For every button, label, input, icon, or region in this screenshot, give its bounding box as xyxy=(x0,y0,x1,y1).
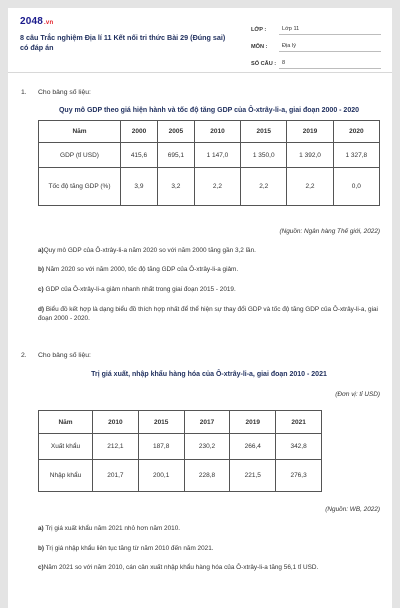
table-header-row xyxy=(39,411,322,434)
table-row xyxy=(39,143,380,168)
table-cell: 2,2 xyxy=(241,168,287,206)
table-cell: 342,8 xyxy=(276,434,322,460)
statement-key: b) xyxy=(38,545,45,552)
table-cell: 266,4 xyxy=(230,434,276,460)
table-header-cell: 2005 xyxy=(157,121,194,143)
table-row-label: Nhập khẩu xyxy=(39,460,93,492)
table-row-label: Tốc độ tăng GDP (%) xyxy=(39,168,121,206)
logo-text: 2048 xyxy=(20,16,44,27)
table-header-cell: 2000 xyxy=(121,121,158,143)
table-cell: 221,5 xyxy=(230,460,276,492)
meta-row-class xyxy=(251,18,381,35)
table-row xyxy=(39,168,380,206)
table-cell: 228,8 xyxy=(184,460,230,492)
table-header-cell: 2015 xyxy=(241,121,287,143)
table-header-cell: 2019 xyxy=(230,411,276,434)
question-2-number: 2. xyxy=(21,352,27,359)
meta-row-subject xyxy=(251,35,381,52)
question-1-number: 1. xyxy=(21,89,27,96)
table-header-cell: 2020 xyxy=(333,121,379,143)
statement-key: d) xyxy=(38,306,45,313)
table-cell: 200,1 xyxy=(138,460,184,492)
question-2-intro: Cho bảng số liệu: xyxy=(38,352,91,359)
document-page xyxy=(8,8,392,608)
question-1-statement-d xyxy=(38,305,382,323)
question-2-unit: (Đơn vị: tỉ USD) xyxy=(335,391,380,398)
table-row-label: Xuất khẩu xyxy=(39,434,93,460)
table-header-cell: 2010 xyxy=(194,121,240,143)
table-cell: 3,2 xyxy=(157,168,194,206)
question-2-source: (Nguồn: WB, 2022) xyxy=(325,506,380,513)
meta-value: Lớp 11 xyxy=(279,26,381,35)
header-divider xyxy=(8,72,392,73)
table-cell: 2,2 xyxy=(194,168,240,206)
statement-text: Năm 2021 so với năm 2010, cán cân xuất nhập khẩu hàng hóa của Ô-xtrây-li-a tăng 56,1 tỉ USD. xyxy=(43,564,319,571)
table-cell: 695,1 xyxy=(157,143,194,168)
question-1-statement-a xyxy=(38,246,382,255)
document-title: 8 câu Trắc nghiệm Địa lí 11 Kết nối tri thức Bài 29 (Đúng sai) có đáp án xyxy=(20,33,226,52)
statement-text: Trị giá xuất khẩu năm 2021 nhỏ hơn năm 2010. xyxy=(45,525,181,532)
meta-label: MÔN : xyxy=(251,44,268,50)
statement-key: a) xyxy=(38,247,44,254)
table-header-row xyxy=(39,121,380,143)
table-cell: 201,7 xyxy=(93,460,139,492)
table-cell: 276,3 xyxy=(276,460,322,492)
statement-text: Trị giá nhập khẩu liên tục tăng từ năm 2010 đến năm 2021. xyxy=(45,545,214,552)
table-header-cell: 2021 xyxy=(276,411,322,434)
question-2-table xyxy=(38,410,322,492)
table-cell: 1 147,0 xyxy=(194,143,240,168)
table-cell: 415,6 xyxy=(121,143,158,168)
meta-value: Địa lý xyxy=(279,43,381,52)
table-cell: 230,2 xyxy=(184,434,230,460)
question-1-table-caption: Quy mô GDP theo giá hiện hành và tốc độ tăng GDP của Ô-xtrây-li-a, giai đoạn 2000 - 2020 xyxy=(58,107,360,114)
statement-key: b) xyxy=(38,266,45,273)
table-header-cell: 2015 xyxy=(138,411,184,434)
question-1-statement-b xyxy=(38,265,382,274)
question-2-statement-a xyxy=(38,524,382,533)
question-2-table-caption: Trị giá xuất, nhập khẩu hàng hóa của Ô-xtrây-li-a, giai đoạn 2010 - 2021 xyxy=(91,371,327,378)
statement-text: Biểu đồ kết hợp là dạng biểu đồ thích hợp nhất để thể hiện sự thay đổi GDP và tốc độ tăng GDP của Ô-xtrây-li-a, giai đoạn 2000 - 2020. xyxy=(38,306,378,322)
table-cell: 187,8 xyxy=(138,434,184,460)
table-header-cell: Năm xyxy=(39,411,93,434)
question-1-table xyxy=(38,120,380,206)
table-cell: 212,1 xyxy=(93,434,139,460)
table-cell: 1 327,8 xyxy=(333,143,379,168)
table-cell: 1 392,0 xyxy=(287,143,333,168)
table-cell: 0,0 xyxy=(333,168,379,206)
question-2-statement-b xyxy=(38,544,382,553)
question-1-source: (Nguồn: Ngân hàng Thế giới, 2022) xyxy=(279,228,380,235)
statement-text: Năm 2020 so với năm 2000, tốc độ tăng GDP của Ô-xtrây-li-a giảm. xyxy=(45,266,239,273)
meta-label: LỚP : xyxy=(251,27,267,33)
meta-value: 8 xyxy=(279,60,381,69)
table-row-label: GDP (tỉ USD) xyxy=(39,143,121,168)
question-1-statement-c xyxy=(38,285,382,294)
table-header-cell: 2017 xyxy=(184,411,230,434)
statement-text: Quy mô GDP của Ô-xtrây-li-a năm 2020 so với năm 2000 tăng gần 3,2 lần. xyxy=(43,247,256,254)
table-cell: 1 350,0 xyxy=(241,143,287,168)
question-1-intro: Cho bảng số liệu: xyxy=(38,89,91,96)
table-header-cell: 2019 xyxy=(287,121,333,143)
table-row xyxy=(39,460,322,492)
question-2-statement-c xyxy=(38,563,382,572)
meta-panel xyxy=(251,18,381,69)
site-logo[interactable] xyxy=(20,16,53,27)
statement-text: GDP của Ô-xtrây-li-a giảm nhanh nhất trong giai đoạn 2015 - 2019. xyxy=(45,286,236,293)
table-cell: 2,2 xyxy=(287,168,333,206)
statement-key: c) xyxy=(38,564,44,571)
statement-key: c) xyxy=(38,286,44,293)
logo-suffix: .vn xyxy=(44,20,54,26)
table-row xyxy=(39,434,322,460)
table-cell: 3,9 xyxy=(121,168,158,206)
statement-key: a) xyxy=(38,525,44,532)
meta-label: SỐ CÂU : xyxy=(251,61,277,67)
meta-row-count xyxy=(251,52,381,69)
table-header-cell: Năm xyxy=(39,121,121,143)
table-header-cell: 2010 xyxy=(93,411,139,434)
